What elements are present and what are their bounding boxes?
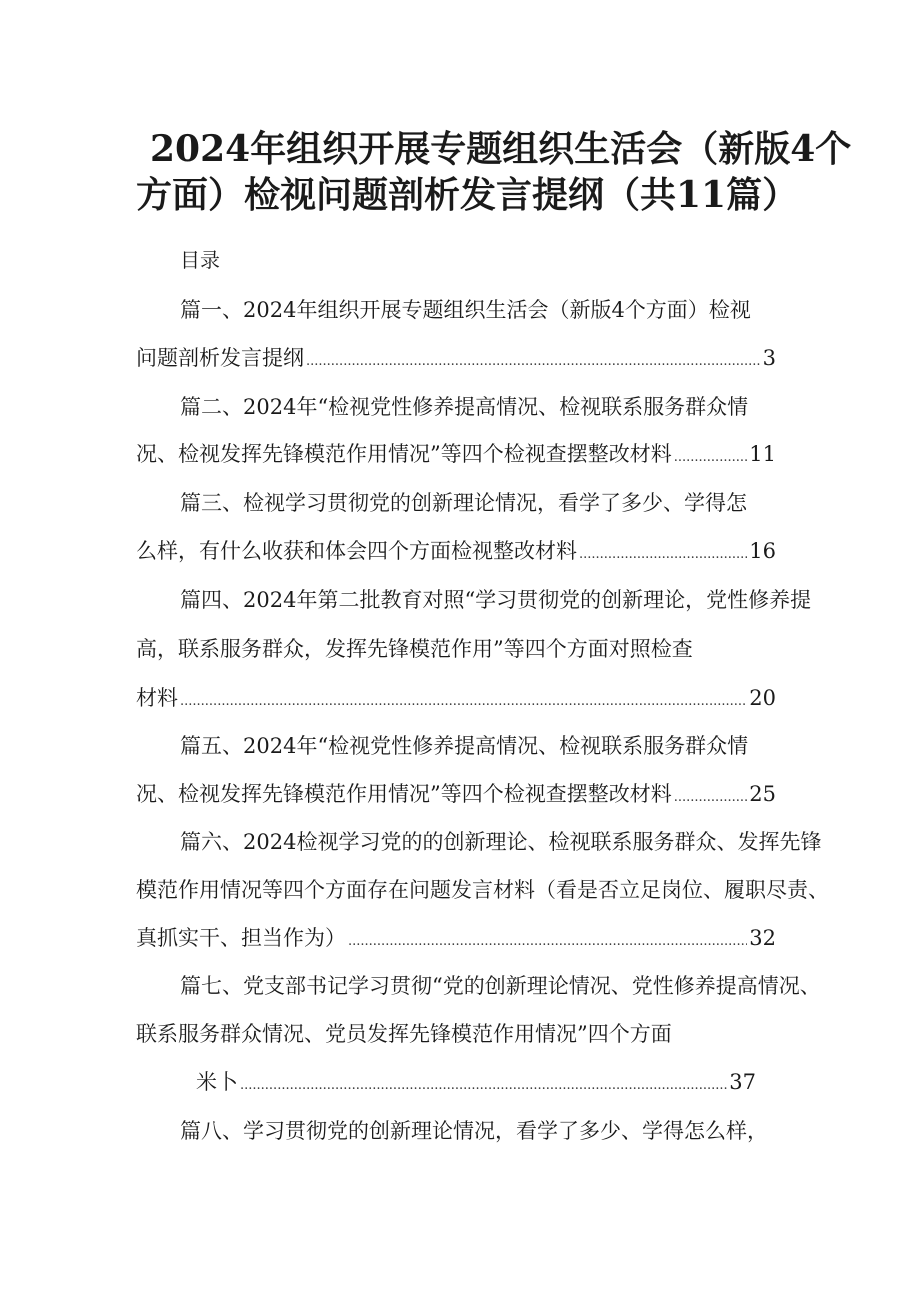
toc-entry-2-page: 11 bbox=[749, 442, 776, 466]
toc-leader-dots bbox=[180, 682, 747, 718]
toc-entry-6-line-2: 模范作用情况等四个方面存在问题发言材料（看是否立足岗位、履职尽责、 bbox=[136, 878, 829, 902]
toc-leader-dots bbox=[348, 922, 747, 958]
toc-entry-1-last-line[interactable] bbox=[136, 342, 776, 378]
document-title-line-2: 方面）检视问题剖析发言提纲（共11篇） bbox=[136, 174, 799, 216]
toc-leader-dots bbox=[240, 1066, 727, 1102]
toc-entry-1-text: 问题剖析发言提纲 bbox=[136, 346, 304, 370]
toc-entry-4-last-line[interactable] bbox=[136, 682, 776, 718]
toc-entry-6-line-1: 篇六、2024检视学习党的的创新理论、检视联系服务群众、发挥先锋 bbox=[180, 830, 822, 854]
toc-entry-5-last-line[interactable] bbox=[136, 778, 776, 814]
toc-entry-3-last-line[interactable] bbox=[136, 535, 776, 571]
toc-entry-7-text: 米卜 bbox=[196, 1070, 238, 1094]
toc-leader-dots bbox=[674, 778, 748, 814]
toc-entry-3-text: 么样，有什么收获和体会四个方面检视整改材料 bbox=[136, 539, 577, 563]
toc-entry-6-page: 32 bbox=[749, 926, 776, 950]
toc-entry-1-page: 3 bbox=[762, 346, 776, 370]
toc-entry-7-page: 37 bbox=[729, 1070, 756, 1094]
toc-entry-5-page: 25 bbox=[749, 782, 776, 806]
toc-entry-7-last-line[interactable] bbox=[196, 1066, 756, 1102]
toc-entry-4-line-2: 高，联系服务群众，发挥先锋模范作用”等四个方面对照检查 bbox=[136, 637, 693, 661]
toc-entry-8-line-1: 篇八、学习贯彻党的创新理论情况，看学了多少、学得怎么样， bbox=[180, 1119, 768, 1143]
toc-entry-6-last-line[interactable] bbox=[136, 922, 776, 958]
toc-entry-2-text: 况、检视发挥先锋模范作用情况”等四个检视查摆整改材料 bbox=[136, 442, 672, 466]
toc-entry-2-line-1: 篇二、2024年“检视党性修养提高情况、检视联系服务群众情 bbox=[180, 395, 749, 419]
toc-leader-dots bbox=[306, 342, 761, 378]
toc-entry-6-text: 真抓实干、担当作为） bbox=[136, 926, 346, 950]
toc-leader-dots bbox=[674, 438, 748, 474]
toc-entry-3-page: 16 bbox=[749, 539, 776, 563]
toc-entry-4-page: 20 bbox=[749, 686, 776, 710]
toc-entry-5-line-1: 篇五、2024年“检视党性修养提高情况、检视联系服务群众情 bbox=[180, 734, 749, 758]
toc-entry-2-last-line[interactable] bbox=[136, 438, 776, 474]
toc-entry-4-text: 材料 bbox=[136, 686, 178, 710]
document-title-line-1: 2024年组织开展专题组织生活会（新版4个 bbox=[150, 128, 852, 170]
toc-entry-1-line-1: 篇一、2024年组织开展专题组织生活会（新版4个方面）检视 bbox=[180, 298, 751, 322]
toc-entry-7-line-2: 联系服务群众情况、党员发挥先锋模范作用情况”四个方面 bbox=[136, 1022, 672, 1046]
toc-heading: 目录 bbox=[180, 248, 220, 272]
toc-leader-dots bbox=[579, 535, 747, 571]
toc-entry-4-line-1: 篇四、2024年第二批教育对照“学习贯彻党的创新理论，党性修养提 bbox=[180, 588, 812, 612]
toc-entry-5-text: 况、检视发挥先锋模范作用情况”等四个检视查摆整改材料 bbox=[136, 782, 672, 806]
toc-entry-3-line-1: 篇三、检视学习贯彻党的创新理论情况，看学了多少、学得怎 bbox=[180, 491, 747, 515]
toc-entry-7-line-1: 篇七、党支部书记学习贯彻“党的创新理论情况、党性修养提高情况、 bbox=[180, 974, 821, 998]
